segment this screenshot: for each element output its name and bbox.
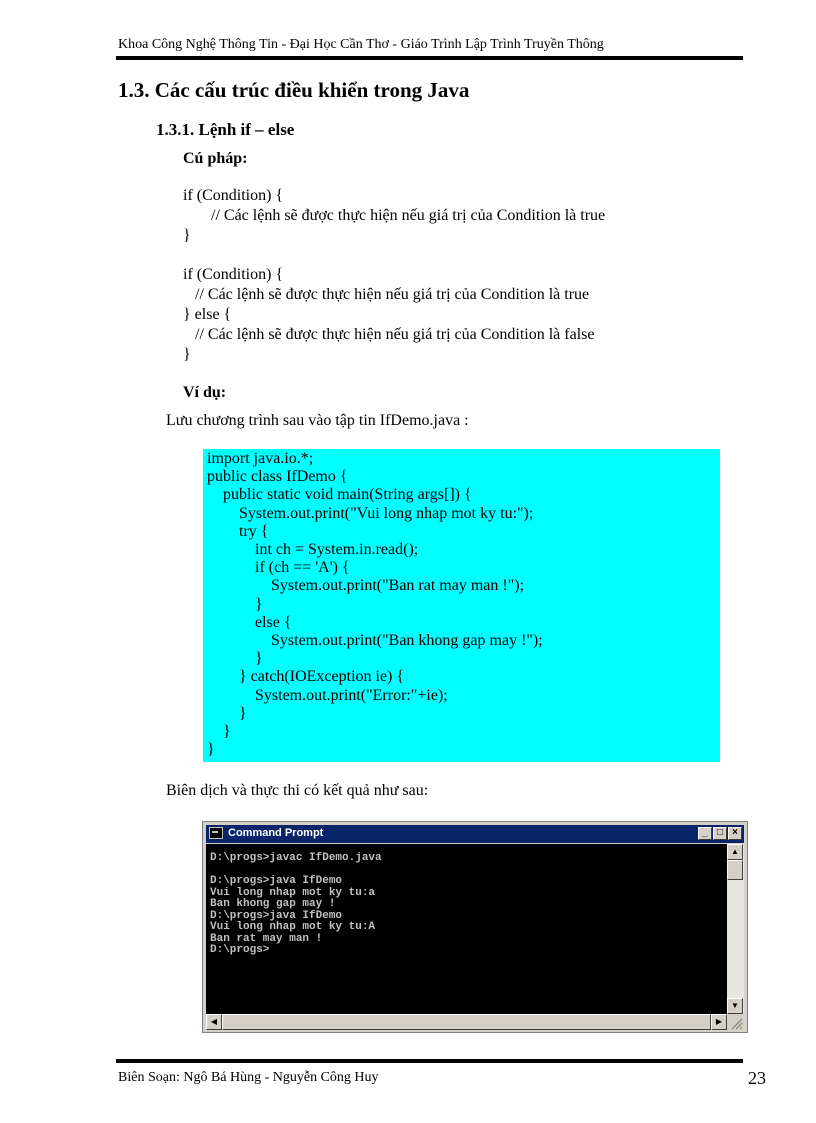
header-rule (116, 56, 743, 60)
window-title-bar[interactable] (206, 825, 744, 843)
window-title: Command Prompt (228, 827, 324, 839)
running-header: Khoa Công Nghệ Thông Tin - Đại Học Cần Thơ - Giáo Trình Lập Trình Truyền Thông (118, 37, 604, 52)
scroll-down-arrow-icon[interactable]: ▼ (727, 998, 743, 1014)
console-area[interactable] (206, 844, 727, 1014)
syntax-label: Cú pháp: (183, 150, 248, 167)
console-icon (209, 827, 223, 839)
example-label: Ví dụ: (183, 384, 227, 401)
subsection-title: 1.3.1. Lệnh if – else (156, 120, 295, 139)
scroll-up-arrow-icon[interactable]: ▲ (727, 844, 743, 860)
console-output: D:\progs>javac IfDemo.java D:\progs>java IfDemo Vui long nhap mot ky tu:a Ban khong gap may ! D:\progs>java IfDemo Vui long nhap mot ky tu:A Ban rat may man ! D:\progs> (210, 852, 382, 956)
result-intro: Biên dịch và thực thi có kết quả như sau: (166, 782, 429, 799)
example-intro: Lưu chương trình sau vào tập tin IfDemo.java : (166, 412, 469, 429)
code-text: import java.io.*; public class IfDemo { public static void main(String args[]) { System.out.print("Vui long nhap mot ky tu:"); try { int ch = System.in.read(); if (ch == 'A') { System.out.print("Ban rat may man !"); } else { System.out.print("Ban khong gap may !"); } } catch(IOException ie) { System.out.print("Error:"+ie); } } } (207, 450, 543, 759)
vertical-scroll-thumb[interactable] (727, 860, 743, 880)
syntax-block-if-else: if (Condition) { // Các lệnh sẽ được thực hiện nếu giá trị của Condition là true } else { // Các lệnh sẽ được thực hiện nếu giá trị của Condition là false } (183, 266, 595, 363)
maximize-button[interactable]: □ (713, 827, 727, 840)
scroll-right-arrow-icon[interactable]: ▶ (711, 1014, 727, 1030)
section-title: 1.3. Các cấu trúc điều khiển trong Java (118, 78, 470, 102)
code-listing (203, 449, 720, 762)
footer-rule (116, 1059, 743, 1063)
minimize-button[interactable]: _ (698, 827, 712, 840)
horizontal-scroll-thumb[interactable] (222, 1014, 711, 1030)
command-prompt-window (202, 821, 748, 1033)
syntax-block-if: if (Condition) { // Các lệnh sẽ được thực hiện nếu giá trị của Condition là true } (183, 187, 606, 244)
resize-grip-icon[interactable] (729, 1016, 743, 1030)
horizontal-scrollbar[interactable] (206, 1014, 727, 1030)
vertical-scrollbar[interactable] (727, 844, 744, 1014)
scroll-left-arrow-icon[interactable]: ◀ (206, 1014, 222, 1030)
footer-authors: Biên Soạn: Ngô Bá Hùng - Nguyễn Công Huy (118, 1070, 379, 1085)
close-button[interactable]: × (728, 827, 742, 840)
page-number: 23 (748, 1068, 766, 1088)
